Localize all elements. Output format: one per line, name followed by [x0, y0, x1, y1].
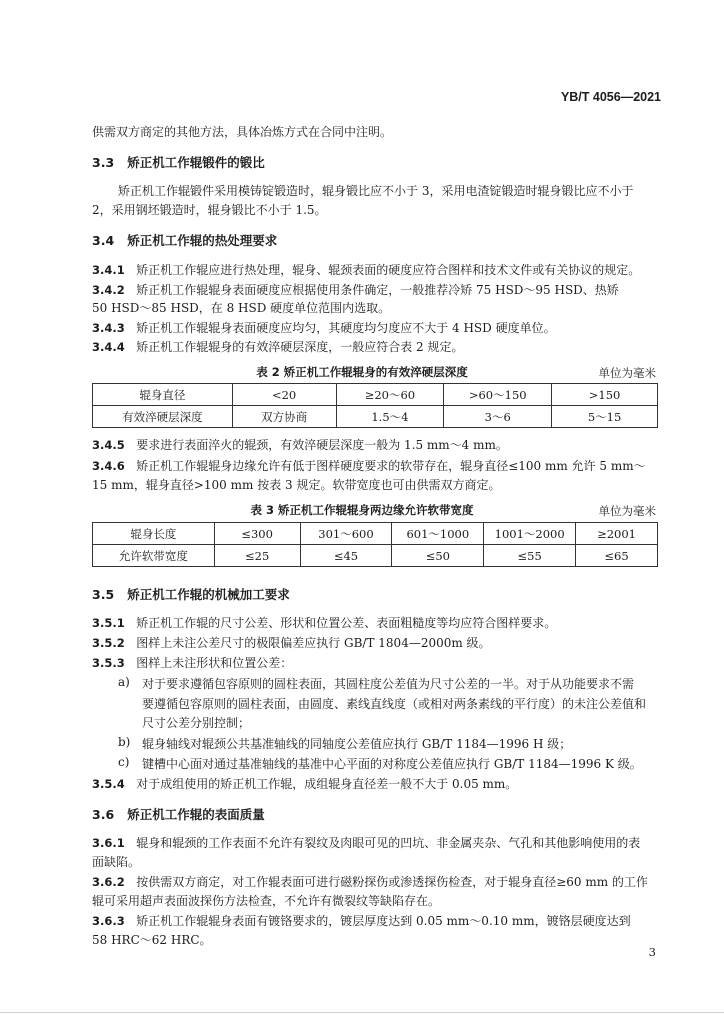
- clause-number: 3.6.2: [92, 875, 125, 889]
- list-item-line: 尺寸公差分别控制；: [142, 716, 251, 730]
- section-title: 矫正机工作辊的表面质量: [127, 807, 265, 822]
- clause-3-6-3: [92, 912, 658, 929]
- table-cell: >150: [552, 384, 658, 406]
- clause-text: 矫正机工作辊辊身边缘允许有低于图样硬度要求的软带存在，辊身直径≤100 mm 允许 5 mm～: [136, 459, 646, 473]
- section-number: 3.4: [92, 233, 115, 248]
- clause-number: 3.4.4: [92, 340, 125, 354]
- clause-text: 矫正机工作辊辊身的有效淬硬层深度，一般应符合表 2 规定。: [136, 340, 464, 354]
- clause-text: 矫正机工作辊的尺寸公差、形状和位置公差、表面粗糙度等均应符合图样要求。: [136, 616, 557, 630]
- clause-number: 3.5.1: [92, 616, 125, 630]
- table-3-unit: 单位为毫米: [598, 504, 656, 518]
- clause-text: 图样上未注形状和位置公差：: [136, 656, 293, 670]
- table-cell: ≤50: [392, 545, 484, 567]
- clause-number: 3.4.1: [92, 263, 125, 277]
- table-cell: 有效淬硬层深度: [93, 406, 233, 428]
- table-cell: 601～1000: [392, 523, 484, 545]
- list-item-line: 对于要求遵循包容原则的圆柱表面，其圆柱度公差值为尺寸公差的一半。对于从功能要求不需: [142, 677, 635, 691]
- list-label: b): [118, 735, 131, 749]
- clause-text: 图样上未注公差尺寸的极限偏差应执行 GB/T 1804—2000m 级。: [136, 636, 491, 650]
- table-cell: 301～600: [300, 523, 392, 545]
- clause-3-5-3: [92, 654, 658, 671]
- table-row: [93, 384, 658, 406]
- clause-text: 矫正机工作辊辊身表面硬度应均匀，其硬度均匀度应不大于 4 HSD 硬度单位。: [136, 321, 556, 335]
- clause-number: 3.4.3: [92, 321, 125, 335]
- standard-number: YB/T 4056—2021: [560, 90, 661, 104]
- table-2-caption: 表 2 矫正机工作辊辊身的有效淬硬层深度: [256, 365, 468, 379]
- paragraph-line: 2，采用钢坯锻造时，辊身锻比不小于 1.5。: [92, 203, 327, 217]
- table-cell: ≥20～60: [336, 384, 444, 406]
- clause-text: 矫正机工作辊应进行热处理，辊身、辊颈表面的硬度应符合图样和技术文件或有关协议的规定。: [136, 263, 641, 277]
- table-cell: ≤55: [484, 545, 576, 567]
- section-title: 矫正机工作辊的热处理要求: [127, 233, 278, 248]
- list-label: c): [118, 755, 130, 769]
- clause-text: 矫正机工作辊辊身表面有镀铬要求的，镀层厚度达到 0.05 mm～0.10 mm，镀铬层硬度达到: [136, 914, 631, 928]
- table-cell: 允许软带宽度: [93, 545, 215, 567]
- list-item-line: 辊身轴线对辊颈公共基准轴线的同轴度公差值应执行 GB/T 1184—1996 H 级；: [142, 737, 572, 751]
- table-row: [93, 406, 658, 428]
- clause-text: 矫正机工作辊辊身表面硬度应根据使用条件确定，一般推荐冷矫 75 HSD～95 HSD、热矫: [136, 283, 619, 297]
- clause-number: 3.6.1: [92, 836, 125, 850]
- section-3-5-heading: [92, 585, 290, 603]
- table-cell: ≤65: [576, 545, 658, 567]
- table-cell: 双方协商: [232, 406, 336, 428]
- table-cell: ≤45: [300, 545, 392, 567]
- table-cell: <20: [232, 384, 336, 406]
- table-2: [92, 383, 658, 428]
- table-cell: ≤25: [214, 545, 300, 567]
- section-title: 矫正机工作辊锻件的锻比: [127, 155, 265, 170]
- table-row: [93, 523, 658, 545]
- intro-line: 供需双方商定的其他方法，具体冶炼方式在合同中注明。: [92, 125, 393, 139]
- clause-3-4-3: [92, 319, 658, 336]
- clause-text: 要求进行表面淬火的辊颈，有效淬硬层深度一般为 1.5 mm～4 mm。: [136, 438, 508, 452]
- clause-3-6-2: [92, 873, 658, 890]
- section-number: 3.3: [92, 155, 115, 170]
- section-3-6-heading: [92, 805, 265, 823]
- clause-number: 3.4.2: [92, 283, 125, 297]
- paragraph-line: 矫正机工作辊锻件采用模铸锭锻造时，辊身锻比应不小于 3，采用电渣锭锻造时辊身锻比应不小于: [118, 184, 634, 198]
- clause-3-5-4: [92, 775, 658, 792]
- clause-3-4-5: [92, 436, 658, 453]
- table-cell: 3～6: [444, 406, 552, 428]
- table-cell: 5～15: [552, 406, 658, 428]
- clause-text: 对于成组使用的矫正机工作辊，成组辊身直径差一般不大于 0.05 mm。: [136, 777, 518, 791]
- clause-number: 3.4.5: [92, 438, 125, 452]
- clause-3-5-2: [92, 634, 658, 651]
- page-number: 3: [648, 945, 656, 959]
- clause-text: 按供需双方商定，对工作辊表面可进行磁粉探伤或渗透探伤检查，对于辊身直径≥60 mm 的工作: [136, 875, 648, 889]
- page-bottom-edge: [0, 1012, 724, 1013]
- clause-number: 3.6.3: [92, 914, 125, 928]
- table-3: [92, 522, 658, 567]
- table-3-caption: 表 3 矫正机工作辊辊身两边缘允许软带宽度: [250, 503, 474, 517]
- paragraph-line: 58 HRC～62 HRC。: [92, 933, 212, 947]
- table-cell: >60～150: [444, 384, 552, 406]
- clause-number: 3.4.6: [92, 459, 125, 473]
- list-item-line: 要遵循包容原则的圆柱表面，由圆度、素线直线度（或相对两条素线的平行度）的未注公差值和: [142, 697, 647, 711]
- clause-number: 3.5.2: [92, 636, 125, 650]
- clause-number: 3.5.4: [92, 777, 125, 791]
- clause-3-4-4: [92, 338, 658, 355]
- list-label: a): [118, 675, 130, 689]
- table-cell: 1001～2000: [484, 523, 576, 545]
- clause-3-4-2: [92, 281, 658, 298]
- table-cell: 辊身直径: [93, 384, 233, 406]
- paragraph-line: 辊可采用超声表面波探伤方法检查，不允许有微裂纹等缺陷存在。: [92, 894, 441, 908]
- paragraph-line: 50 HSD～85 HSD，在 8 HSD 硬度单位范围内选取。: [92, 301, 391, 315]
- clause-3-4-1: [92, 261, 658, 278]
- clause-3-4-6: [92, 457, 658, 474]
- paragraph-line: 15 mm，辊身直径>100 mm 按表 3 规定。软带宽度也可由供需双方商定。: [92, 478, 501, 492]
- table-cell: ≥2001: [576, 523, 658, 545]
- clause-3-5-1: [92, 614, 658, 631]
- table-2-unit: 单位为毫米: [598, 366, 656, 380]
- clause-3-6-1: [92, 834, 658, 851]
- list-item-line: 键槽中心面对通过基准轴线的基准中心平面的对称度公差值应执行 GB/T 1184—1996 K 级。: [142, 757, 642, 771]
- clause-text: 辊身和辊颈的工作表面不允许有裂纹及肉眼可见的凹坑、非金属夹杂、气孔和其他影响使用的表: [136, 836, 641, 850]
- table-cell: 辊身长度: [93, 523, 215, 545]
- section-number: 3.5: [92, 587, 115, 602]
- clause-number: 3.5.3: [92, 656, 125, 670]
- table-row: [93, 545, 658, 567]
- section-number: 3.6: [92, 807, 115, 822]
- paragraph-line: 面缺陷。: [92, 855, 141, 869]
- section-title: 矫正机工作辊的机械加工要求: [127, 587, 290, 602]
- table-cell: 1.5～4: [336, 406, 444, 428]
- table-cell: ≤300: [214, 523, 300, 545]
- section-3-3-heading: [92, 153, 265, 171]
- section-3-4-heading: [92, 231, 277, 249]
